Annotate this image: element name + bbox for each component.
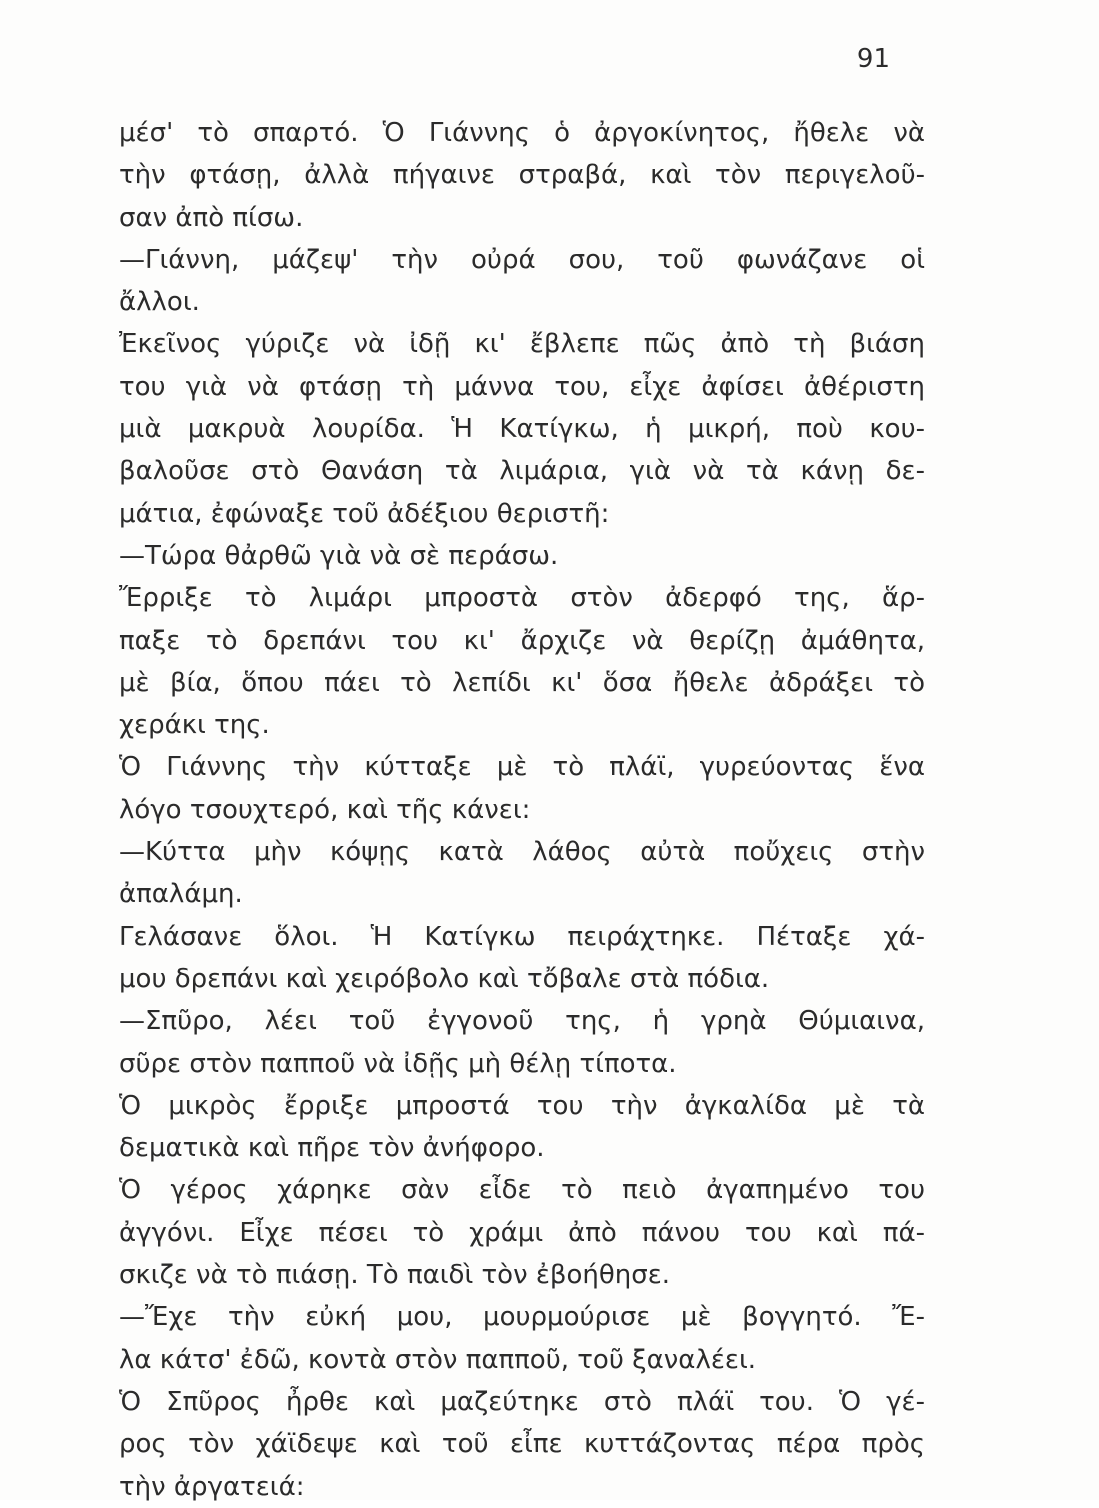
text-line: τὴν φτάσῃ, ἀλλὰ πήγαινε στραβά, καὶ τὸν περιγελοῦ- [119,160,925,191]
text-line: μάτια, ἐφώναξε τοῦ ἀδέξιου θεριστῆ: [119,498,610,529]
text-line: του γιὰ νὰ φτάσῃ τὴ μάννα του, εἶχε ἀφίσει ἀθέριστη [119,371,925,402]
text-line: Ἐκεῖνος γύριζε νὰ ἰδῇ κι' ἔβλεπε πῶς ἀπὸ τὴ βιάση [119,329,925,360]
text-line: μέσ' τὸ σπαρτό. Ὁ Γιάννης ὁ ἀργοκίνητος, ἤθελε νὰ [119,118,925,148]
text-line: βαλοῦσε στὸ Θανάση τὰ λιμάρια, γιὰ νὰ τὰ κάνῃ δε- [119,456,925,487]
text-line: Ἔρριξε τὸ λιμάρι μπροστὰ στὸν ἀδερφό της, ἅρ- [119,583,925,614]
text-line: —Σπῦρο, λέει τοῦ ἐγγονοῦ της, ἡ γρηὰ Θύμιαινα, [119,1006,925,1037]
text-line: ἀγγόνι. Εἶχε πέσει τὸ χράμι ἀπὸ πάνου του καὶ πά- [119,1217,925,1248]
text-line: Γελάσανε ὅλοι. Ἡ Κατίγκω πειράχτηκε. Πέταξε χά- [119,921,925,952]
text-line: Ὁ μικρὸς ἔρριξε μπροστά του τὴν ἀγκαλίδα μὲ τὰ [119,1090,925,1121]
text-line: σῦρε στὸν παπποῦ νὰ ἰδῇς μὴ θέλῃ τίποτα. [119,1048,677,1079]
text-line: τὴν ἀργατειά: [119,1471,305,1502]
text-line: —Κύττα μὴν κόψῃς κατὰ λάθος αὐτὰ ποὔχεις στὴν [119,837,925,868]
text-line: —Γιάννη, μάζεψ' τὴν οὐρά σου, τοῦ φωνάζανε οἱ [119,244,925,275]
body-text [119,112,925,1508]
text-line: σαν ἀπὸ πίσω. [119,202,304,233]
text-line: μιὰ μακρυὰ λουρίδα. Ἡ Κατίγκω, ἡ μικρή, ποὺ κου- [119,414,925,445]
text-line: λόγο τσουχτερό, καὶ τῆς κάνει: [119,794,531,825]
page-number: 91 [856,44,890,74]
text-line: Ὁ Σπῦρος ἦρθε καὶ μαζεύτηκε στὸ πλάϊ του. Ὁ γέ- [119,1386,925,1417]
text-line: Ὁ Γιάννης τὴν κύτταξε μὲ τὸ πλάϊ, γυρεύοντας ἕνα [119,752,925,783]
text-line: λα κάτσ' ἐδῶ, κοντὰ στὸν παπποῦ, τοῦ ξαναλέει. [119,1344,756,1375]
text-line: παξε τὸ δρεπάνι του κι' ἄρχιζε νὰ θερίζῃ ἀμάθητα, [119,625,925,656]
text-line: ἀπαλάμη. [119,879,243,910]
text-line: μου δρεπάνι καὶ χειρόβολο καὶ τὄβαλε στὰ πόδια. [119,963,770,994]
text-line: σκιζε νὰ τὸ πιάσῃ. Τὸ παιδὶ τὸν ἐβοήθησε. [119,1260,671,1291]
text-line: μὲ βία, ὅπου πάει τὸ λεπίδι κι' ὅσα ἤθελε ἀδράξει τὸ [119,667,925,698]
text-line: —Τώρα θἀρθῶ γιὰ νὰ σὲ περάσω. [119,540,559,571]
text-line: ρος τὸν χάϊδεψε καὶ τοῦ εἶπε κυττάζοντας πέρα πρὸς [119,1429,925,1460]
text-line: δεματικὰ καὶ πῆρε τὸν ἀνήφορο. [119,1133,545,1164]
text-line: ἄλλοι. [119,287,200,318]
text-line: —Ἔχε τὴν εὐκή μου, μουρμούρισε μὲ βογγητό. Ἔ- [119,1302,925,1333]
text-line: χεράκι της. [119,710,270,741]
text-line: Ὁ γέρος χάρηκε σὰν εἶδε τὸ πειὸ ἀγαπημένο του [119,1175,925,1206]
